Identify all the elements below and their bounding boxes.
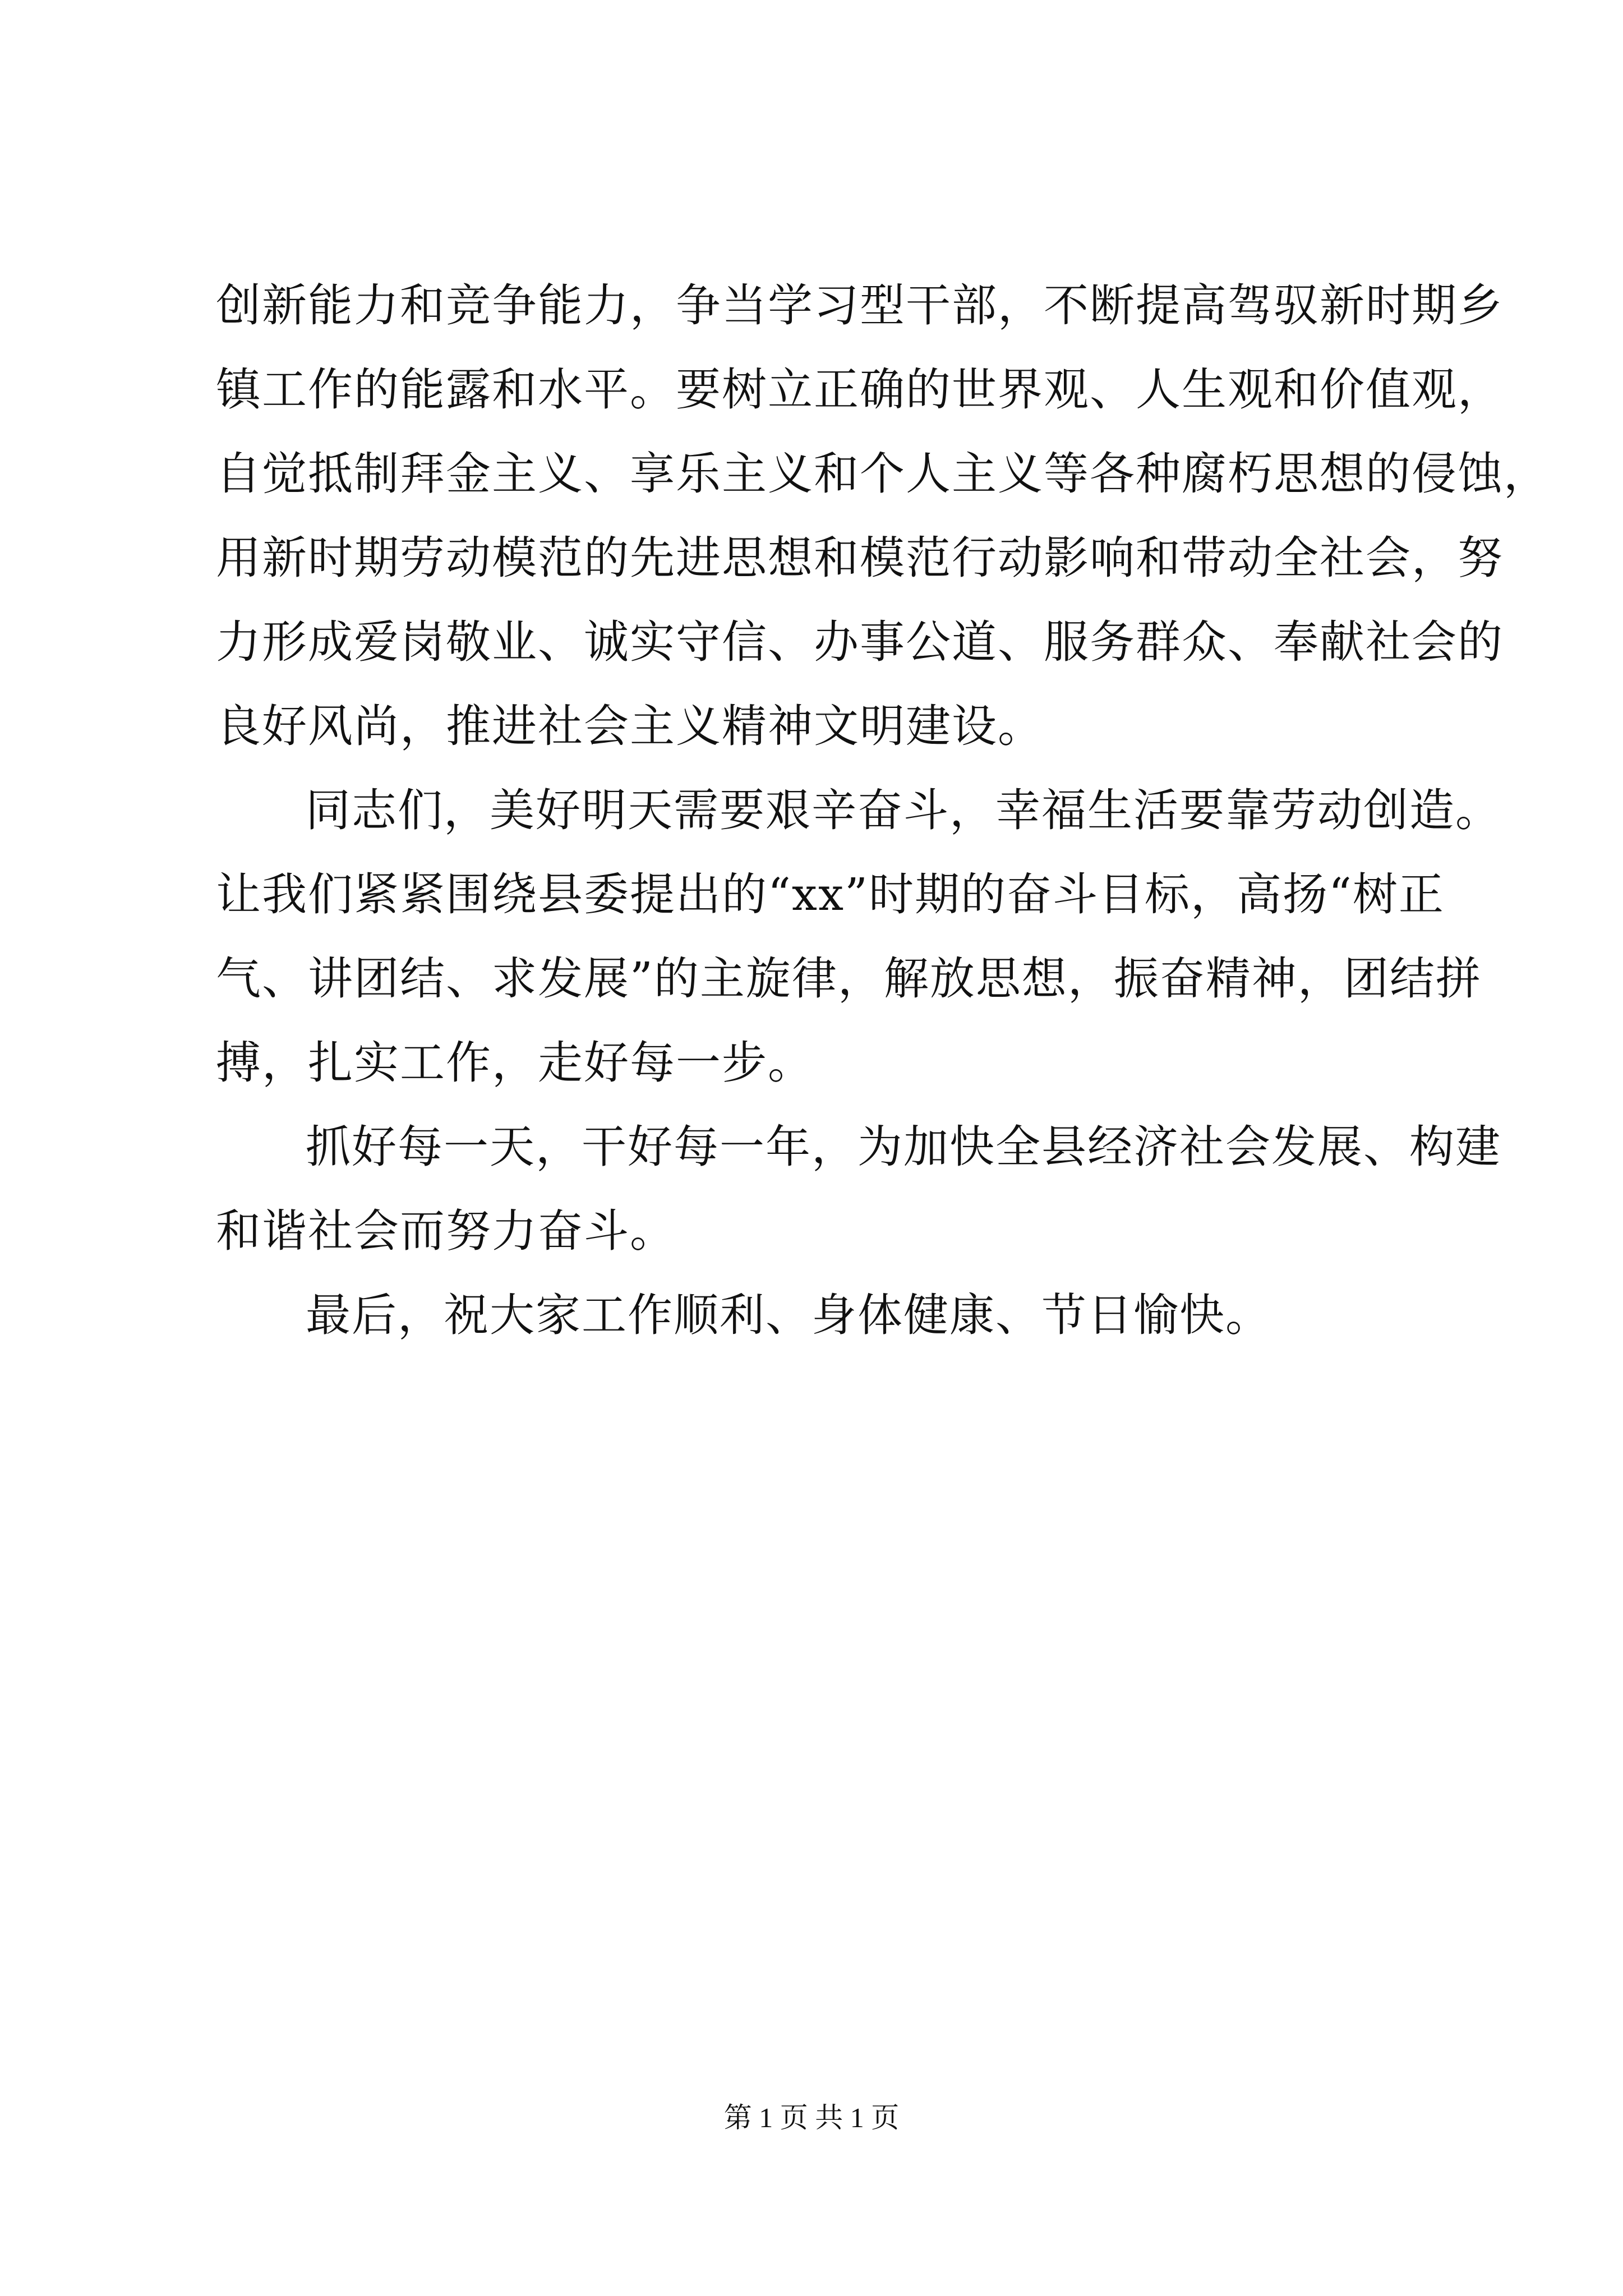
paragraph-first-line: 抓好每一天，干好每一年，为加快全县经济社会发展、构建 bbox=[306, 1121, 1501, 1173]
text-line: 气、讲团结、求发展”的主旋律，解放思想，振奋精神，团结拼 bbox=[216, 953, 1482, 1005]
text-line: 搏，扎实工作，走好每一步。 bbox=[216, 1037, 814, 1089]
page-number-footer: 第 1 页 共 1 页 bbox=[723, 2102, 900, 2133]
paragraph-first-line: 最后，祝大家工作顺利、身体健康、节日愉快。 bbox=[306, 1289, 1271, 1341]
text-line: 用新时期劳动模范的先进思想和模范行动影响和带动全社会，努 bbox=[216, 532, 1504, 584]
text-line: 镇工作的能露和水平。要树立正确的世界观、人生观和价值观， bbox=[216, 364, 1504, 416]
text-line: 良好风尚，推进社会主义精神文明建设。 bbox=[216, 700, 1044, 752]
text-line: 力形成爱岗敬业、诚实守信、办事公道、服务群众、奉献社会的 bbox=[216, 616, 1504, 668]
text-line: 创新能力和竞争能力，争当学习型干部，不断提高驾驭新时期乡 bbox=[216, 279, 1504, 332]
text-line: 自觉抵制拜金主义、享乐主义和个人主义等各种腐朽思想的侵蚀， bbox=[216, 448, 1550, 500]
text-line: 让我们紧紧围绕县委提出的“xx”时期的奋斗目标，高扬“树正 bbox=[216, 868, 1445, 921]
document-body bbox=[216, 264, 1550, 1358]
text-line: 和谐社会而努力奋斗。 bbox=[216, 1205, 676, 1257]
paragraph-first-line: 同志们，美好明天需要艰辛奋斗，幸福生活要靠劳动创造。 bbox=[306, 784, 1501, 836]
